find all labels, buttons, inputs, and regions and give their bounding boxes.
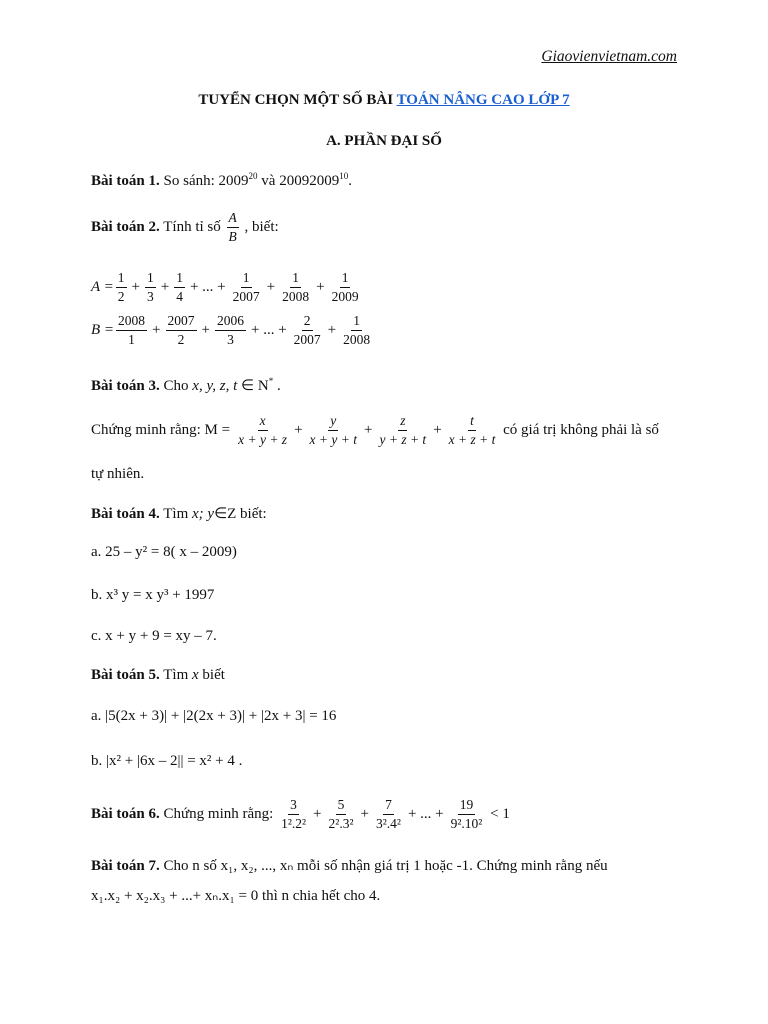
p4-end: ∈Z biết: — [214, 506, 267, 522]
p6-term: $\frac{3}{\text{1².2²}}$ — [281, 797, 307, 831]
problem-7-line1: Cho n số x₁, x₂, ..., xₙ mỗi số nhận giá trị 1 hoặc -1. Chứng minh rằng nếu — [159, 858, 608, 874]
problem-4a: a. 25 – y² = 8( x – 2009) — [91, 544, 237, 560]
p1-mid: và — [257, 173, 280, 189]
p5-var: x — [192, 667, 199, 683]
problem-2-end: , biết: — [240, 218, 279, 235]
eq-a-term: $\frac{1}{2}$ — [117, 270, 125, 304]
p6-term: $\frac{7}{\text{3².4²}}$ — [375, 797, 401, 831]
eq-a-term: $\frac{1}{2008}$ — [282, 270, 310, 304]
ratio-fraction — [227, 210, 239, 244]
problem-5 — [91, 667, 225, 684]
p1-end: . — [348, 173, 352, 189]
eq-b-term: $\frac{2}{2007}$ — [293, 313, 321, 347]
eq-a-dots: + ... + — [189, 278, 226, 295]
problem-1 — [91, 173, 352, 190]
problem-3 — [91, 376, 281, 395]
problem-7-line2: x₁.x₂ + x₂.x₃ + ...+ xₙ.x₁ = 0 thì n chia hết cho 4. — [91, 888, 381, 904]
ratio-den: B — [228, 228, 237, 244]
problem-5a — [91, 708, 336, 725]
equation-a: A = $\frac{1}{2}$ + $\frac{1}{3}$ + $\frac{1}{4}$ + ... + $\frac{1}{2007}$ + $\frac{1}{2008}$ + $\frac{1}{2009}$ — [91, 270, 359, 304]
title-link[interactable]: TOÁN NÂNG CAO LỚP 7 — [396, 92, 570, 108]
problem-4 — [91, 504, 267, 523]
p3-set: ∈ N — [237, 378, 269, 394]
p1-base-b: 20092009 — [279, 173, 340, 189]
problem-7 — [91, 856, 608, 875]
problem-6-text: Chứng minh rằng: — [159, 805, 278, 822]
eq-b-term: $\frac{1}{2008}$ — [343, 313, 371, 347]
m-term: $\frac{y}{x + y + t}$ — [309, 413, 357, 447]
eq-a-lhs: A = — [91, 278, 114, 295]
m-term: $\frac{z}{y + z + t}$ — [379, 413, 427, 447]
problem-3-statement: Chứng minh rằng: M = $\frac{x}{x + y + z}$ + $\frac{y}{x + y + t}$ + $\frac{z}{y + z + t}$ + $\frac{t}{x + z + t}$ có giá trị không phải là số — [91, 413, 659, 447]
p4-vars: x; y — [192, 506, 215, 522]
site-header[interactable]: Giaovienvietnam.com — [541, 48, 677, 65]
p5a-expr: |5(2x + 3)| + |2(2x + 3)| + |2x + 3| = 16 — [105, 708, 337, 724]
problem-2 — [91, 210, 279, 244]
m-term: $\frac{x}{x + y + z}$ — [238, 413, 288, 447]
p1-exp-b: 10 — [339, 171, 349, 181]
problem-5b — [91, 753, 242, 770]
p6-term: $\frac{19}{\text{9².10²}}$ — [450, 797, 483, 831]
problem-6: Bài toán 6. Chứng minh rằng: $\frac{3}{\text{1².2²}}$ + $\frac{5}{\text{2².3²}}$ + $\frac{7}{\text{3².4²}}$ + ... + $\frac{19}{\text{9².10²}}$ < 1 — [91, 797, 510, 831]
problem-2-label: Bài toán 2. — [91, 218, 160, 235]
eq-a-term: $\frac{1}{3}$ — [146, 270, 154, 304]
ratio-num: A — [227, 210, 239, 228]
problem-6-label: Bài toán 6. — [91, 805, 160, 822]
problem-4-label: Bài toán 4. — [91, 506, 160, 522]
p3-vars: x, y, z, t — [192, 378, 238, 394]
problem-3-text: Cho — [159, 378, 193, 394]
p5a-prefix: a. — [91, 708, 106, 724]
p1-exp-a: 20 — [248, 171, 258, 181]
eq-b-lhs: B = — [91, 321, 115, 338]
eq-b-term: $\frac{2008}{1}$ — [118, 313, 146, 347]
equation-b: B = $\frac{2008}{1}$ + $\frac{2007}{2}$ + $\frac{2006}{3}$ + ... + $\frac{2}{2007}$ + $\frac{1}{2008}$ — [91, 313, 371, 347]
eq-a-term: $\frac{1}{4}$ — [176, 270, 183, 304]
title-prefix: TUYỂN CHỌN MỘT SỐ BÀI — [198, 92, 397, 108]
p5-end: biết — [198, 667, 225, 683]
problem-5-text: Tìm — [159, 667, 192, 683]
problem-2-text: Tính tỉ số — [159, 218, 225, 235]
problem-3-label: Bài toán 3. — [91, 378, 160, 394]
problem-1-label: Bài toán 1. — [91, 173, 160, 189]
p5b-expr: |x² + |6x – 2|| = x² + 4 . — [106, 753, 243, 769]
p3b-text: Chứng minh rằng: M = — [91, 421, 231, 438]
eq-b-dots: + ... + — [250, 321, 287, 338]
section-heading: A. PHẦN ĐẠI SỐ — [326, 133, 442, 149]
p5b-prefix: b. — [91, 753, 106, 769]
problem-4c: c. x + y + 9 = xy – 7. — [91, 628, 217, 644]
eq-a-term: $\frac{1}{2009}$ — [331, 270, 359, 304]
p1-base-a: 2009 — [218, 173, 249, 189]
p3b-continuation: tự nhiên. — [91, 466, 145, 482]
p6-end: < 1 — [486, 805, 510, 822]
p3-star: * — [268, 376, 274, 386]
eq-b-term: $\frac{2007}{2}$ — [167, 313, 195, 347]
eq-a-term: $\frac{1}{2007}$ — [232, 270, 260, 304]
problem-1-text: So sánh: — [159, 173, 219, 189]
p6-term: $\frac{5}{\text{2².3²}}$ — [328, 797, 354, 831]
problem-4-text: Tìm — [159, 506, 192, 522]
problem-5-label: Bài toán 5. — [91, 667, 160, 683]
m-term: $\frac{t}{x + z + t}$ — [448, 413, 496, 447]
eq-b-term: $\frac{2006}{3}$ — [216, 313, 244, 347]
p3b-end: có giá trị không phải là số — [499, 421, 659, 438]
page-title — [0, 92, 768, 109]
problem-4b: b. x³ y = x y³ + 1997 — [91, 587, 215, 603]
problem-7-label: Bài toán 7. — [91, 858, 160, 874]
p6-dots: + ... + — [407, 805, 444, 822]
p3-end: . — [273, 378, 281, 394]
